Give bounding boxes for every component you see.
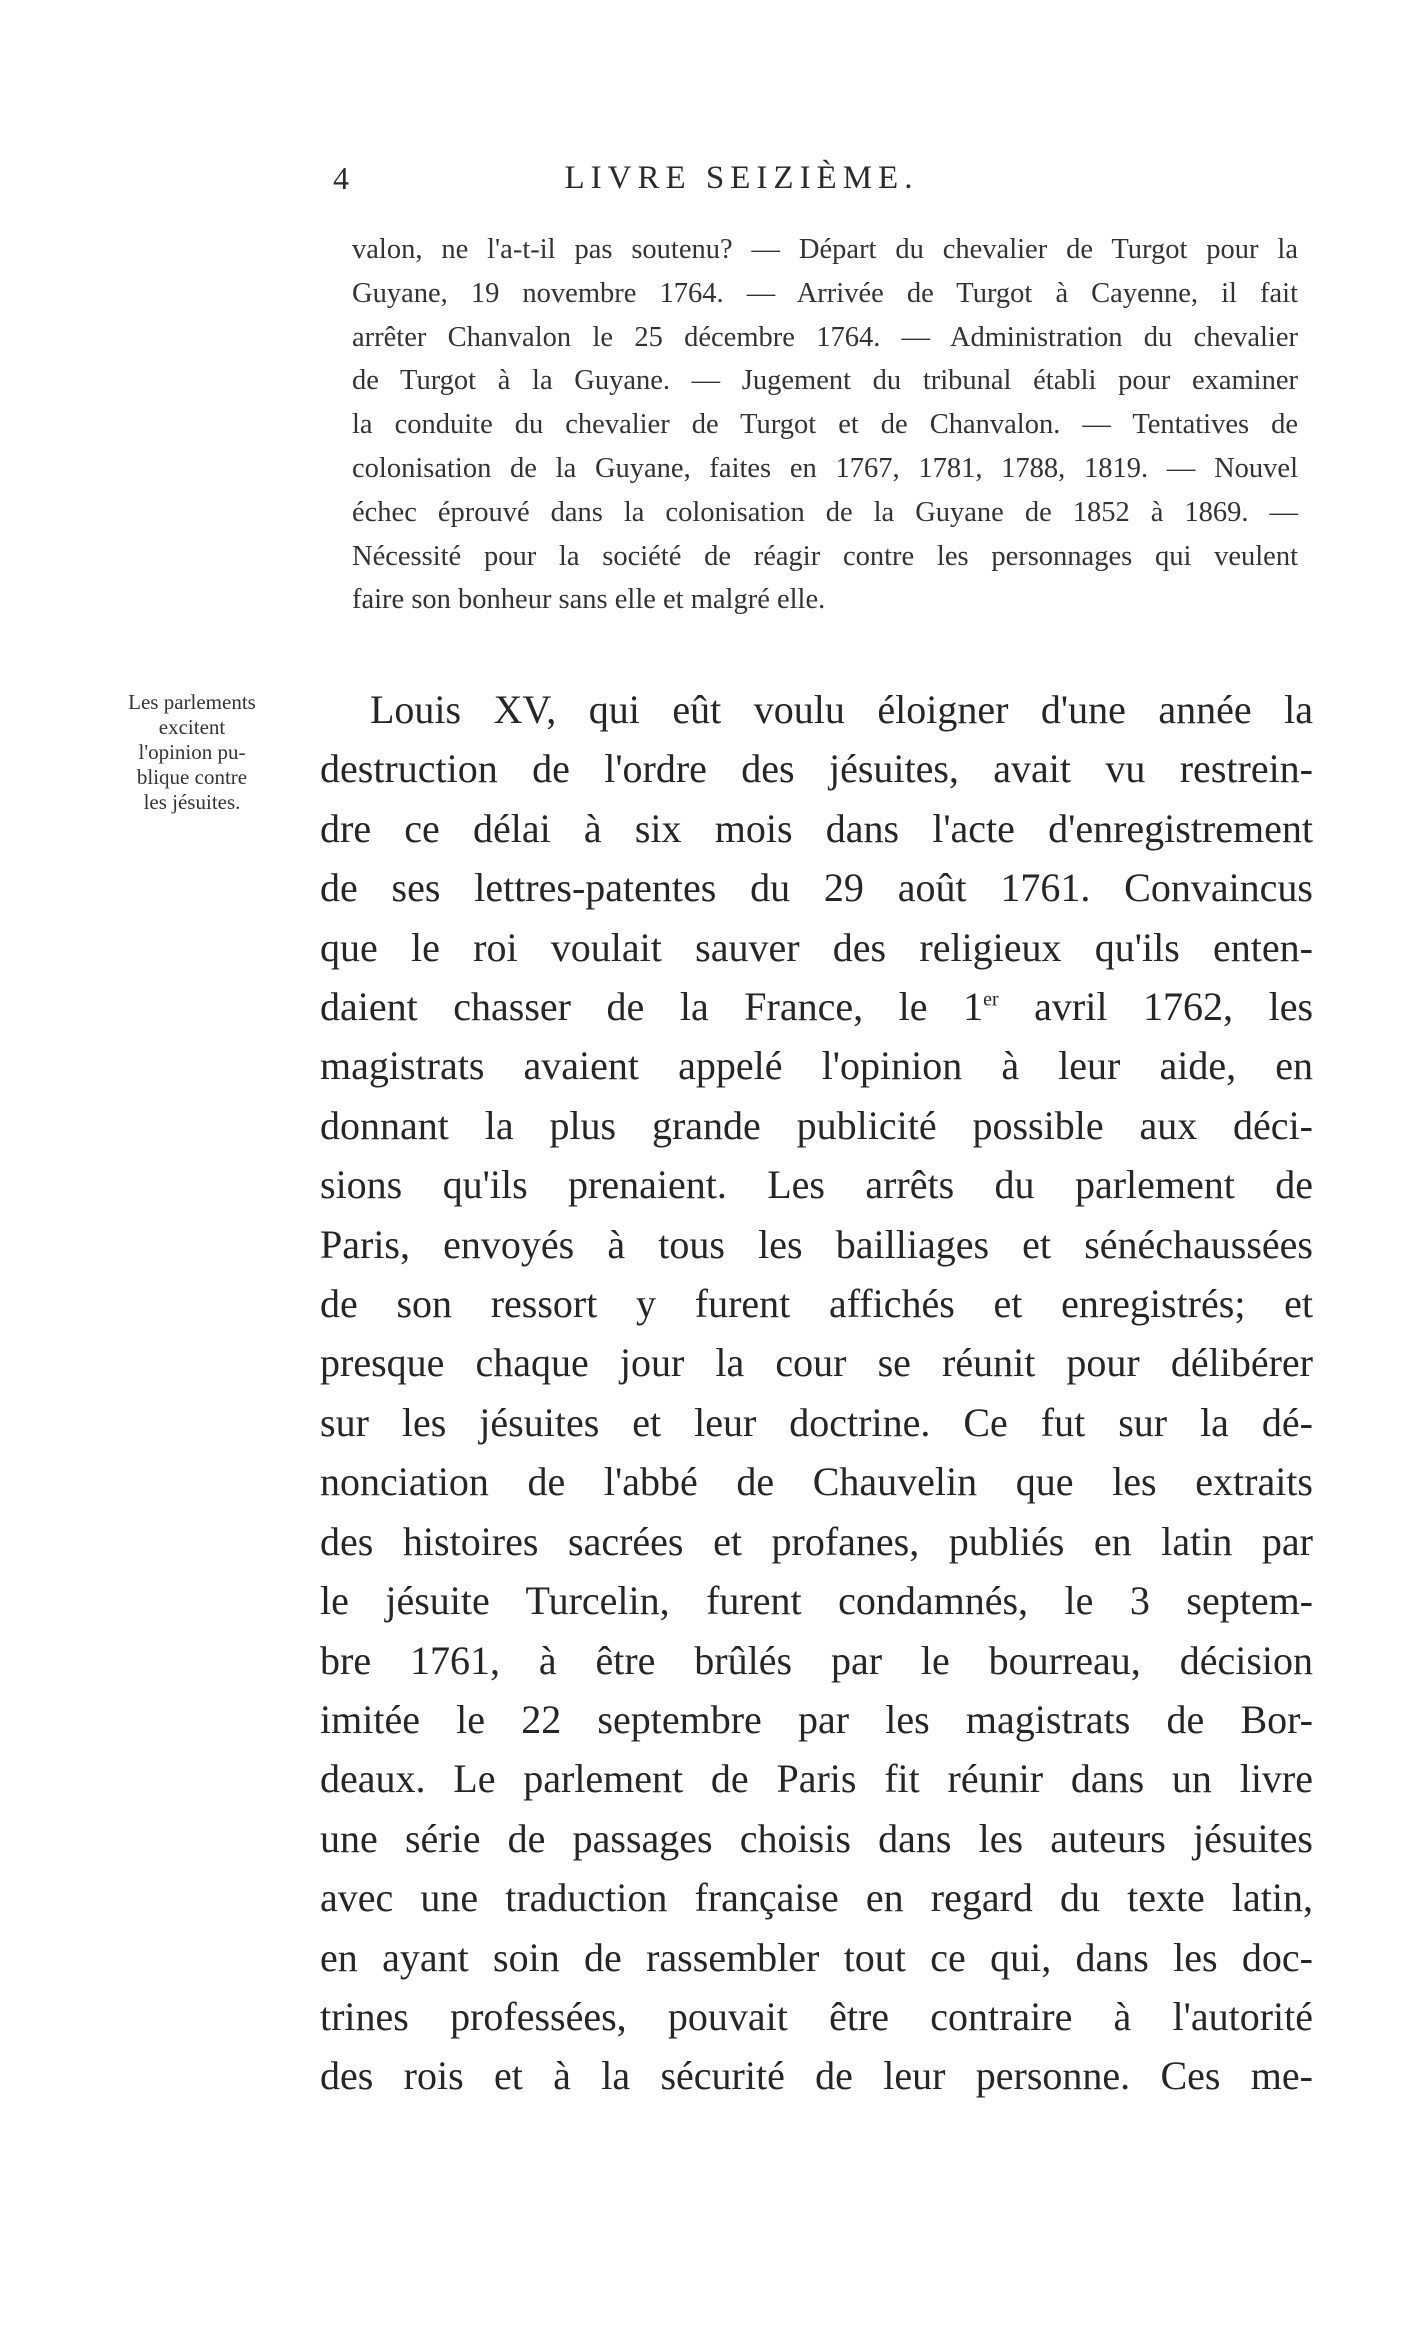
summary-line: échec éprouvé dans la colonisation de la Guyane de 1852 à 1869. — [352,496,1298,528]
summary-line: Guyane, 19 novembre 1764. — Arrivée de Turgot à Cayenne, il fait [352,277,1298,309]
body-line: des rois et à la sécurité de leur personne. Ces me- [320,2053,1313,2099]
body-line: dre ce délai à six mois dans l'acte d'enregistrement [320,805,1313,851]
body-line: une série de passages choisis dans les auteurs jésuites [320,1815,1313,1861]
body-line: presque chaque jour la cour se réunit pour délibérer [320,1340,1313,1386]
body-line: des histoires sacrées et profanes, publiés en latin par [320,1518,1313,1564]
body-line [320,977,1313,1036]
body-line: de son ressort y furent affichés et enregistrés; et [320,1281,1313,1327]
summary-line: arrêter Chanvalon le 25 décembre 1764. — Administration du chevalier [352,321,1298,353]
body-line: trines professées, pouvait être contraire à l'autorité [320,1993,1313,2039]
body-line: donnant la plus grande publicité possible aux déci- [320,1102,1313,1148]
margin-note-line: excitent [158,715,226,739]
running-head: LIVRE SEIZIÈME. [564,160,919,196]
summary-line: faire son bonheur sans elle et malgré elle. [352,584,826,616]
summary-line: valon, ne l'a-t-il pas soutenu? — Départ du chevalier de Turgot pour la [352,234,1298,265]
margin-note-line: Les parlements [128,690,256,714]
margin-note-line: les jésuites. [143,790,241,814]
summary-line: de Turgot à la Guyane. — Jugement du tribunal établi pour examiner [352,365,1298,397]
ordinal-superscript: er [983,988,999,1011]
margin-note [92,690,292,815]
body-line-text: daient chasser de la France, le 1 [320,984,984,1030]
body-line: deaux. Le parlement de Paris fit réunir dans un livre [320,1756,1313,1802]
body-line: magistrats avaient appelé l'opinion à leur aide, en [320,1043,1313,1089]
body-line: Paris, envoyés à tous les bailliages et sénéchaussées [320,1221,1313,1267]
body-line: de ses lettres-patentes du 29 août 1761. Convaincus [320,865,1313,911]
page-number: 4 [333,160,350,196]
body-line: nonciation de l'abbé de Chauvelin que les extraits [320,1459,1313,1505]
body-line-text: avril 1762, les [998,984,1314,1030]
body-line: avec une traduction française en regard du texte latin, [320,1875,1313,1921]
chapter-summary [352,228,1298,622]
summary-line: colonisation de la Guyane, faites en 1767, 1781, 1788, 1819. — Nouvel [352,452,1298,484]
body-paragraph [320,680,1313,2106]
summary-line: Nécessité pour la société de réagir contre les personnages qui veulent [352,540,1298,572]
body-line: en ayant soin de rassembler tout ce qui, dans les doc- [320,1934,1313,1980]
body-line: le jésuite Turcelin, furent condamnés, le 3 septem- [320,1578,1313,1624]
body-line: destruction de l'ordre des jésuites, avait vu restrein- [320,746,1313,792]
summary-line: la conduite du chevalier de Turgot et de Chanvalon. — Tentatives de [352,409,1298,441]
body-line: sions qu'ils prenaient. Les arrêts du parlement de [320,1162,1313,1208]
body-line: imitée le 22 septembre par les magistrats de Bor- [320,1696,1313,1742]
margin-note-line: l'opinion pu- [138,740,246,764]
body-line: que le roi voulait sauver des religieux qu'ils enten- [320,924,1313,970]
body-line: Louis XV, qui eût voulu éloigner d'une année la [370,687,1313,732]
margin-note-line: blique contre [136,765,248,789]
body-line: sur les jésuites et leur doctrine. Ce fut sur la dé- [320,1399,1313,1445]
body-line: bre 1761, à être brûlés par le bourreau, décision [320,1637,1313,1683]
